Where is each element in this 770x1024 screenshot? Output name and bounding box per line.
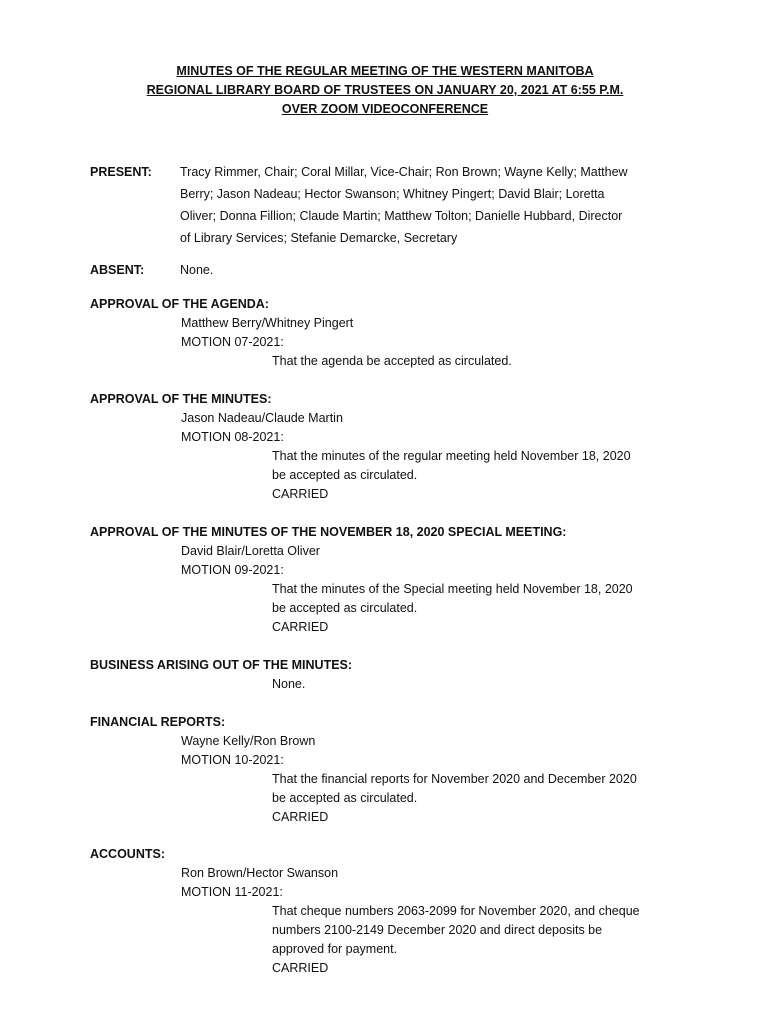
motion-text: That cheque numbers 2063-2099 for November 2020, and cheque (272, 904, 640, 918)
section-heading: APPROVAL OF THE MINUTES OF THE NOVEMBER 18, 2020 SPECIAL MEETING: (90, 525, 567, 539)
motion-result: CARRIED (272, 487, 329, 501)
movers: David Blair/Loretta Oliver (181, 544, 320, 558)
motion-text: be accepted as circulated. (272, 791, 418, 805)
motion-number: MOTION 11-2021: (181, 885, 283, 899)
absent-value: None. (180, 263, 214, 277)
motion-number: MOTION 10-2021: (181, 753, 284, 767)
movers: Matthew Berry/Whitney Pingert (181, 316, 354, 330)
motion-text: That the agenda be accepted as circulated. (272, 354, 512, 368)
present-label: PRESENT: (90, 165, 152, 179)
section-special-meeting (90, 523, 633, 637)
motion-result: CARRIED (272, 961, 329, 975)
motion-text: That the financial reports for November 2020 and December 2020 (272, 772, 637, 786)
movers: Jason Nadeau/Claude Martin (181, 411, 343, 425)
present-line: Berry; Jason Nadeau; Hector Swanson; Whitney Pingert; David Blair; Loretta (180, 187, 605, 201)
motion-result: CARRIED (272, 620, 329, 634)
motion-number: MOTION 09-2021: (181, 563, 284, 577)
motion-text: numbers 2100-2149 December 2020 and direct deposits be (272, 923, 603, 937)
motion-result: CARRIED (272, 810, 329, 824)
present-line: of Library Services; Stefanie Demarcke, Secretary (180, 231, 458, 245)
motion-number: MOTION 08-2021: (181, 430, 284, 444)
section-business-arising (90, 656, 352, 694)
motion-text: approved for payment. (272, 942, 398, 956)
motion-text: be accepted as circulated. (272, 468, 418, 482)
section-heading: BUSINESS ARISING OUT OF THE MINUTES: (90, 658, 353, 672)
title-line-1: MINUTES OF THE REGULAR MEETING OF THE WESTERN MANITOBA (176, 64, 594, 78)
title-line-3: OVER ZOOM VIDEOCONFERENCE (281, 102, 489, 116)
motion-text: That the minutes of the Special meeting held November 18, 2020 (272, 582, 633, 596)
present-line: Tracy Rimmer, Chair; Coral Millar, Vice-Chair; Ron Brown; Wayne Kelly; Matthew (180, 165, 628, 179)
section-heading: APPROVAL OF THE MINUTES: (90, 392, 272, 406)
section-heading: ACCOUNTS: (90, 847, 165, 861)
movers: Wayne Kelly/Ron Brown (181, 734, 316, 748)
section-accounts (90, 845, 640, 978)
motion-number: MOTION 07-2021: (181, 335, 284, 349)
section-heading: APPROVAL OF THE AGENDA: (90, 297, 269, 311)
movers: Ron Brown/Hector Swanson (181, 866, 339, 880)
document-title (90, 62, 680, 119)
motion-text: That the minutes of the regular meeting held November 18, 2020 (272, 449, 631, 463)
section-minutes (90, 390, 631, 504)
section-agenda (90, 295, 512, 371)
section-financial-reports (90, 713, 637, 827)
present-list (180, 161, 685, 249)
motion-text: be accepted as circulated. (272, 601, 418, 615)
section-text: None. (272, 677, 306, 691)
absent-label: ABSENT: (90, 263, 145, 277)
section-heading: FINANCIAL REPORTS: (90, 715, 226, 729)
title-line-2: REGIONAL LIBRARY BOARD OF TRUSTEES ON JANUARY 20, 2021 AT 6:55 P.M. (146, 83, 624, 97)
present-line: Oliver; Donna Fillion; Claude Martin; Matthew Tolton; Danielle Hubbard, Director (180, 209, 623, 223)
